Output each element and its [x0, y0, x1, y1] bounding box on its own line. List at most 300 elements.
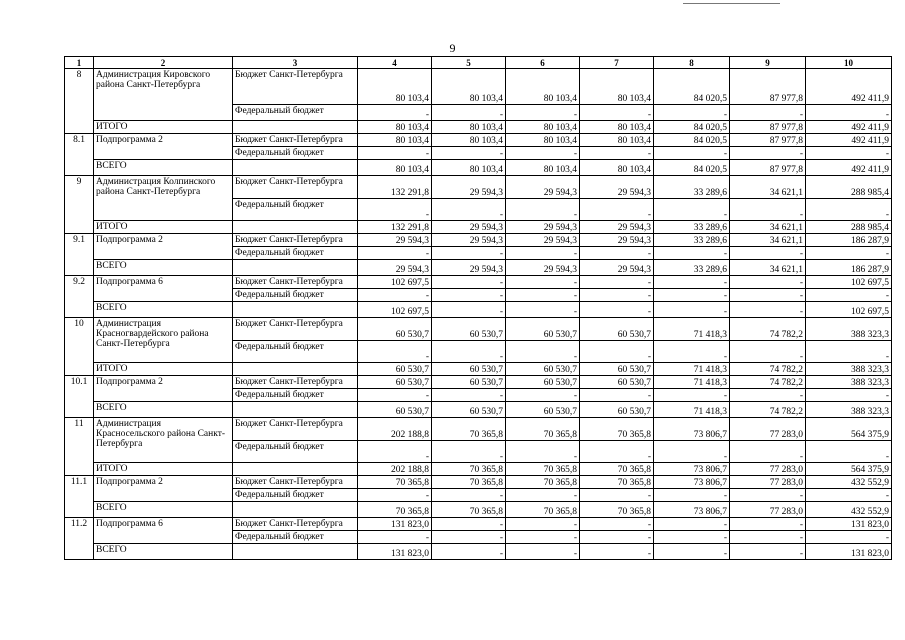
total-value: 74 782,2	[730, 402, 806, 418]
value-cell: -	[506, 518, 580, 531]
total-value: -	[506, 544, 580, 560]
total-value: 388 323,3	[806, 363, 892, 376]
total-value: 73 806,7	[654, 463, 730, 476]
value-cell: -	[730, 441, 806, 463]
total-value: 186 287,9	[806, 260, 892, 276]
total-label: ИТОГО	[94, 463, 233, 476]
total-value: 492 411,9	[806, 121, 892, 134]
value-cell: 60 530,7	[580, 376, 654, 389]
value-cell: -	[432, 389, 506, 402]
table-row	[65, 176, 892, 199]
empty-cell	[233, 160, 358, 176]
value-cell: 71 418,3	[654, 376, 730, 389]
table-row	[65, 234, 892, 247]
total-value: 84 020,5	[654, 121, 730, 134]
value-cell: -	[806, 147, 892, 160]
value-cell: 186 287,9	[806, 234, 892, 247]
value-cell: -	[806, 289, 892, 302]
empty-cell	[233, 221, 358, 234]
value-cell: -	[506, 276, 580, 289]
row-name: Подпрограмма 2	[94, 234, 233, 260]
value-cell: -	[654, 147, 730, 160]
value-cell: 74 782,2	[730, 376, 806, 389]
value-cell: -	[506, 531, 580, 544]
row-number: 9	[65, 176, 94, 234]
value-cell: -	[730, 247, 806, 260]
value-cell: 80 103,4	[358, 69, 432, 105]
row-name: Администрация Красногвардейского района Санкт-Петербурга	[94, 318, 233, 363]
value-cell: -	[580, 341, 654, 363]
total-value: 87 977,8	[730, 160, 806, 176]
total-value: 29 594,3	[358, 260, 432, 276]
value-cell: 73 806,7	[654, 418, 730, 441]
header-cell: 7	[580, 57, 654, 69]
value-cell: 29 594,3	[358, 234, 432, 247]
total-value: 388 323,3	[806, 402, 892, 418]
value-cell: -	[730, 531, 806, 544]
value-cell: 34 621,1	[730, 234, 806, 247]
value-cell: -	[580, 276, 654, 289]
total-value: 102 697,5	[806, 302, 892, 318]
header-cell: 3	[233, 57, 358, 69]
total-row	[65, 544, 892, 560]
value-cell: 29 594,3	[506, 176, 580, 199]
total-value: 77 283,0	[730, 502, 806, 518]
value-cell: -	[432, 341, 506, 363]
value-cell: 202 188,8	[358, 418, 432, 441]
table-row	[65, 318, 892, 341]
value-cell: -	[506, 341, 580, 363]
value-cell: -	[654, 199, 730, 221]
value-cell: -	[358, 199, 432, 221]
total-label: ВСЕГО	[94, 160, 233, 176]
value-cell: -	[730, 199, 806, 221]
value-cell: -	[654, 489, 730, 502]
value-cell: -	[432, 276, 506, 289]
table-row	[65, 134, 892, 147]
funding-source: Федеральный бюджет	[233, 147, 358, 160]
value-cell: -	[730, 341, 806, 363]
empty-cell	[233, 260, 358, 276]
budget-table	[64, 56, 892, 560]
funding-source: Бюджет Санкт-Петербурга	[233, 234, 358, 247]
value-cell: -	[358, 489, 432, 502]
row-number: 10	[65, 318, 94, 376]
value-cell: -	[506, 147, 580, 160]
total-value: 70 365,8	[506, 463, 580, 476]
value-cell: 29 594,3	[432, 234, 506, 247]
total-value: 70 365,8	[358, 502, 432, 518]
value-cell: 71 418,3	[654, 318, 730, 341]
value-cell: -	[358, 441, 432, 463]
total-value: 102 697,5	[358, 302, 432, 318]
value-cell: 131 823,0	[806, 518, 892, 531]
value-cell: 564 375,9	[806, 418, 892, 441]
value-cell: 60 530,7	[506, 318, 580, 341]
value-cell: 60 530,7	[358, 318, 432, 341]
total-value: 34 621,1	[730, 260, 806, 276]
empty-cell	[233, 502, 358, 518]
value-cell: 80 103,4	[580, 134, 654, 147]
value-cell: 60 530,7	[432, 376, 506, 389]
header-row	[65, 57, 892, 69]
row-name: Подпрограмма 2	[94, 476, 233, 502]
total-row	[65, 302, 892, 318]
row-number: 8	[65, 69, 94, 134]
total-value: 80 103,4	[580, 121, 654, 134]
total-value: 80 103,4	[506, 160, 580, 176]
value-cell: -	[506, 289, 580, 302]
value-cell: -	[654, 276, 730, 289]
table-body	[65, 69, 892, 560]
total-value: -	[730, 302, 806, 318]
value-cell: 70 365,8	[506, 476, 580, 489]
value-cell: 60 530,7	[358, 376, 432, 389]
total-value: 71 418,3	[654, 363, 730, 376]
empty-cell	[233, 302, 358, 318]
total-row	[65, 502, 892, 518]
total-value: 71 418,3	[654, 402, 730, 418]
value-cell: -	[358, 147, 432, 160]
funding-source: Федеральный бюджет	[233, 341, 358, 363]
value-cell: 102 697,5	[806, 276, 892, 289]
value-cell: -	[580, 441, 654, 463]
row-number: 9.2	[65, 276, 94, 318]
total-value: 29 594,3	[506, 260, 580, 276]
value-cell: -	[580, 105, 654, 121]
total-value: 33 289,6	[654, 221, 730, 234]
value-cell: 388 323,3	[806, 318, 892, 341]
value-cell: -	[806, 531, 892, 544]
value-cell: 87 977,8	[730, 69, 806, 105]
row-number: 8.1	[65, 134, 94, 176]
value-cell: -	[506, 199, 580, 221]
value-cell: 70 365,8	[580, 476, 654, 489]
row-name: Подпрограмма 6	[94, 518, 233, 544]
value-cell: -	[806, 247, 892, 260]
value-cell: -	[580, 247, 654, 260]
value-cell: -	[730, 147, 806, 160]
value-cell: -	[506, 441, 580, 463]
value-cell: 80 103,4	[506, 69, 580, 105]
total-label: ВСЕГО	[94, 544, 233, 560]
total-value: 84 020,5	[654, 160, 730, 176]
value-cell: 70 365,8	[506, 418, 580, 441]
row-number: 10.1	[65, 376, 94, 418]
value-cell: -	[580, 489, 654, 502]
value-cell: -	[358, 389, 432, 402]
total-value: 80 103,4	[580, 160, 654, 176]
value-cell: 80 103,4	[432, 134, 506, 147]
header-cell: 9	[730, 57, 806, 69]
total-label: ИТОГО	[94, 363, 233, 376]
total-value: 70 365,8	[580, 463, 654, 476]
value-cell: -	[580, 199, 654, 221]
value-cell: -	[506, 105, 580, 121]
value-cell: -	[506, 247, 580, 260]
total-value: 29 594,3	[580, 221, 654, 234]
funding-source: Федеральный бюджет	[233, 489, 358, 502]
value-cell: -	[358, 289, 432, 302]
value-cell: 87 977,8	[730, 134, 806, 147]
table-row	[65, 276, 892, 289]
value-cell: 33 289,6	[654, 234, 730, 247]
value-cell: 77 283,0	[730, 476, 806, 489]
value-cell: -	[432, 441, 506, 463]
value-cell: -	[580, 531, 654, 544]
empty-cell	[233, 363, 358, 376]
value-cell: -	[580, 289, 654, 302]
funding-source: Бюджет Санкт-Петербурга	[233, 69, 358, 105]
row-number: 11.2	[65, 518, 94, 560]
total-value: -	[654, 544, 730, 560]
funding-source: Бюджет Санкт-Петербурга	[233, 418, 358, 441]
funding-source: Федеральный бюджет	[233, 531, 358, 544]
total-value: -	[654, 302, 730, 318]
funding-source: Федеральный бюджет	[233, 389, 358, 402]
total-row	[65, 260, 892, 276]
value-cell: -	[580, 518, 654, 531]
value-cell: 102 697,5	[358, 276, 432, 289]
row-number: 9.1	[65, 234, 94, 276]
value-cell: -	[432, 147, 506, 160]
total-value: 432 552,9	[806, 502, 892, 518]
row-name: Администрация Красносельского района Санкт-Петербурга	[94, 418, 233, 463]
value-cell: 131 823,0	[358, 518, 432, 531]
table-row	[65, 476, 892, 489]
value-cell: 70 365,8	[580, 418, 654, 441]
total-value: -	[580, 302, 654, 318]
funding-source: Бюджет Санкт-Петербурга	[233, 134, 358, 147]
funding-source: Бюджет Санкт-Петербурга	[233, 376, 358, 389]
funding-source: Федеральный бюджет	[233, 105, 358, 121]
total-row	[65, 160, 892, 176]
value-cell: -	[730, 276, 806, 289]
value-cell: -	[654, 441, 730, 463]
total-value: 132 291,8	[358, 221, 432, 234]
top-rule	[683, 3, 780, 4]
total-value: 73 806,7	[654, 502, 730, 518]
value-cell: -	[432, 199, 506, 221]
value-cell: 29 594,3	[506, 234, 580, 247]
total-row	[65, 221, 892, 234]
row-number: 11	[65, 418, 94, 476]
total-value: 492 411,9	[806, 160, 892, 176]
total-value: 131 823,0	[358, 544, 432, 560]
value-cell: -	[432, 105, 506, 121]
value-cell: -	[358, 105, 432, 121]
total-value: 60 530,7	[358, 402, 432, 418]
value-cell: 70 365,8	[432, 476, 506, 489]
value-cell: -	[806, 341, 892, 363]
total-value: 60 530,7	[432, 402, 506, 418]
total-label: ИТОГО	[94, 121, 233, 134]
total-value: 564 375,9	[806, 463, 892, 476]
total-value: 80 103,4	[358, 160, 432, 176]
total-value: 29 594,3	[580, 260, 654, 276]
empty-cell	[233, 402, 358, 418]
total-value: 29 594,3	[432, 221, 506, 234]
total-value: 80 103,4	[432, 160, 506, 176]
header-cell: 10	[806, 57, 892, 69]
total-value: 87 977,8	[730, 121, 806, 134]
total-label: ВСЕГО	[94, 402, 233, 418]
row-number: 11.1	[65, 476, 94, 518]
total-row	[65, 121, 892, 134]
header-cell: 8	[654, 57, 730, 69]
total-value: 80 103,4	[432, 121, 506, 134]
funding-source: Бюджет Санкт-Петербурга	[233, 476, 358, 489]
value-cell: 492 411,9	[806, 69, 892, 105]
value-cell: 77 283,0	[730, 418, 806, 441]
value-cell: 29 594,3	[580, 234, 654, 247]
total-value: -	[432, 302, 506, 318]
total-value: 60 530,7	[506, 402, 580, 418]
total-value: 288 985,4	[806, 221, 892, 234]
value-cell: -	[730, 389, 806, 402]
row-name: Администрация Кировского района Санкт-Петербурга	[94, 69, 233, 121]
value-cell: -	[358, 341, 432, 363]
value-cell: 80 103,4	[358, 134, 432, 147]
total-value: -	[730, 544, 806, 560]
value-cell: 60 530,7	[432, 318, 506, 341]
row-name: Подпрограмма 2	[94, 134, 233, 160]
total-value: 70 365,8	[432, 502, 506, 518]
total-value: 60 530,7	[432, 363, 506, 376]
total-value: 29 594,3	[432, 260, 506, 276]
header-cell: 4	[358, 57, 432, 69]
value-cell: -	[654, 389, 730, 402]
value-cell: -	[654, 531, 730, 544]
header-cell: 2	[94, 57, 233, 69]
table-row	[65, 518, 892, 531]
total-value: 70 365,8	[506, 502, 580, 518]
total-value: 74 782,2	[730, 363, 806, 376]
value-cell: -	[654, 247, 730, 260]
value-cell: -	[806, 105, 892, 121]
total-value: 29 594,3	[506, 221, 580, 234]
value-cell: 80 103,4	[506, 134, 580, 147]
value-cell: 34 621,1	[730, 176, 806, 199]
total-value: 34 621,1	[730, 221, 806, 234]
value-cell: 388 323,3	[806, 376, 892, 389]
row-name: Подпрограмма 6	[94, 276, 233, 302]
value-cell: 288 985,4	[806, 176, 892, 199]
value-cell: 33 289,6	[654, 176, 730, 199]
total-row	[65, 463, 892, 476]
row-name: Администрация Колпинского района Санкт-Петербурга	[94, 176, 233, 221]
value-cell: -	[654, 289, 730, 302]
value-cell: 73 806,7	[654, 476, 730, 489]
value-cell: -	[654, 105, 730, 121]
total-row	[65, 363, 892, 376]
value-cell: 60 530,7	[580, 318, 654, 341]
value-cell: 29 594,3	[580, 176, 654, 199]
total-value: 70 365,8	[580, 502, 654, 518]
value-cell: 80 103,4	[432, 69, 506, 105]
value-cell: 80 103,4	[580, 69, 654, 105]
total-value: 60 530,7	[580, 402, 654, 418]
header-cell: 6	[506, 57, 580, 69]
total-value: -	[580, 544, 654, 560]
total-value: 70 365,8	[432, 463, 506, 476]
funding-source: Федеральный бюджет	[233, 441, 358, 463]
value-cell: -	[432, 247, 506, 260]
value-cell: 492 411,9	[806, 134, 892, 147]
table-row	[65, 69, 892, 105]
total-value: 131 823,0	[806, 544, 892, 560]
value-cell: -	[654, 518, 730, 531]
value-cell: -	[806, 489, 892, 502]
value-cell: 70 365,8	[432, 418, 506, 441]
total-label: ВСЕГО	[94, 502, 233, 518]
value-cell: -	[432, 518, 506, 531]
total-value: 77 283,0	[730, 463, 806, 476]
value-cell: 84 020,5	[654, 134, 730, 147]
value-cell: -	[730, 489, 806, 502]
funding-source: Бюджет Санкт-Петербурга	[233, 276, 358, 289]
value-cell: 432 552,9	[806, 476, 892, 489]
value-cell: 70 365,8	[358, 476, 432, 489]
page-number: 9	[449, 41, 456, 55]
header-cell: 1	[65, 57, 94, 69]
header-cell: 5	[432, 57, 506, 69]
value-cell: -	[580, 147, 654, 160]
total-label: ВСЕГО	[94, 260, 233, 276]
value-cell: -	[358, 531, 432, 544]
value-cell: -	[654, 341, 730, 363]
total-value: 60 530,7	[580, 363, 654, 376]
value-cell: 74 782,2	[730, 318, 806, 341]
empty-cell	[233, 121, 358, 134]
value-cell: -	[506, 389, 580, 402]
value-cell: -	[806, 441, 892, 463]
total-label: ВСЕГО	[94, 302, 233, 318]
value-cell: -	[730, 289, 806, 302]
value-cell: -	[432, 289, 506, 302]
funding-source: Бюджет Санкт-Петербурга	[233, 518, 358, 531]
value-cell: -	[432, 531, 506, 544]
value-cell: -	[432, 489, 506, 502]
total-value: 60 530,7	[506, 363, 580, 376]
value-cell: 60 530,7	[506, 376, 580, 389]
total-value: 202 188,8	[358, 463, 432, 476]
total-value: 80 103,4	[358, 121, 432, 134]
total-value: 33 289,6	[654, 260, 730, 276]
funding-source: Федеральный бюджет	[233, 199, 358, 221]
value-cell: 84 020,5	[654, 69, 730, 105]
value-cell: -	[806, 199, 892, 221]
value-cell: -	[730, 518, 806, 531]
total-value: 60 530,7	[358, 363, 432, 376]
value-cell: -	[580, 389, 654, 402]
total-row	[65, 402, 892, 418]
value-cell: -	[506, 489, 580, 502]
total-value: -	[506, 302, 580, 318]
funding-source: Федеральный бюджет	[233, 247, 358, 260]
funding-source: Федеральный бюджет	[233, 289, 358, 302]
funding-source: Бюджет Санкт-Петербурга	[233, 318, 358, 341]
table-row	[65, 376, 892, 389]
value-cell: 29 594,3	[432, 176, 506, 199]
total-value: -	[432, 544, 506, 560]
value-cell: -	[358, 247, 432, 260]
empty-cell	[233, 544, 358, 560]
value-cell: 132 291,8	[358, 176, 432, 199]
total-label: ИТОГО	[94, 221, 233, 234]
empty-cell	[233, 463, 358, 476]
value-cell: -	[730, 105, 806, 121]
